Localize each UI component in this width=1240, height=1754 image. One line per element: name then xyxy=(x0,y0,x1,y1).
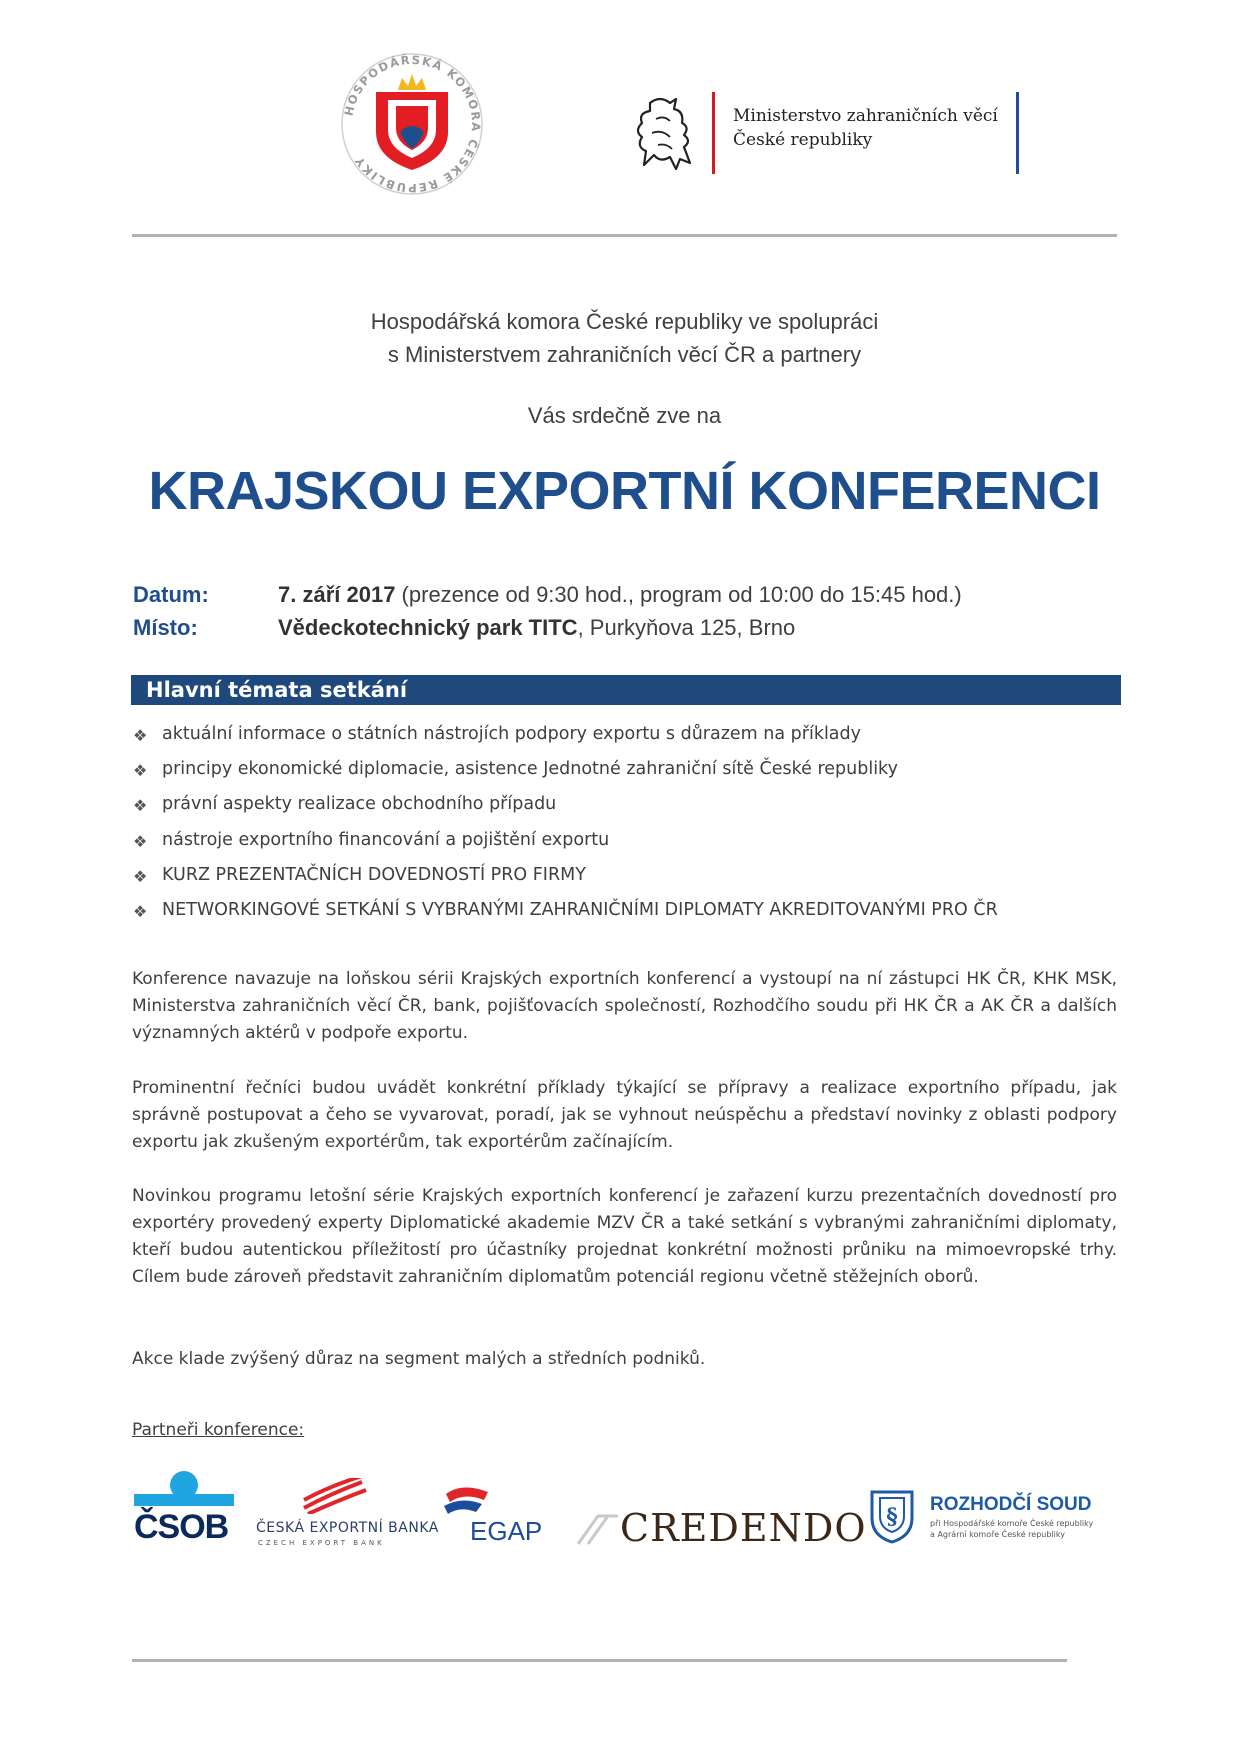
csob-logo xyxy=(132,1470,237,1560)
czech-lion-emblem xyxy=(630,93,700,173)
place-rest: , Purkyňova 125, Brno xyxy=(577,615,796,640)
intro-line-2: s Ministerstvem zahraničních věcí ČR a partnery xyxy=(387,342,862,367)
ceb-logo xyxy=(256,1470,439,1560)
rozhodci-soud-logo xyxy=(868,1470,1108,1560)
headline: KRAJSKOU EXPORTNÍ KONFERENCI xyxy=(148,461,1101,521)
topic-item: ❖ právní aspekty realizace obchodního případu xyxy=(133,792,1123,827)
bottom-divider xyxy=(132,1659,1067,1662)
ceb-subtitle: CZECH EXPORT BANK xyxy=(258,1539,385,1547)
mzv-name xyxy=(733,104,998,152)
csob-wordmark: ČSOB xyxy=(134,1508,229,1546)
diamond-bullet-icon: ❖ xyxy=(133,726,148,745)
credendo-logo xyxy=(574,1470,867,1560)
credendo-wordmark: CREDENDO xyxy=(620,1506,867,1550)
place-value xyxy=(278,615,795,641)
paragraph-3: Novinkou programu letošní série Krajských exportních konferencí je zařazení kurzu prezentačních dovedností pro exportéry provedený experty Diplomatické akademie MZV ČR a také setkání s vybranými zahraničními diplomaty, kteří budou autentickou příležitostí pro účastníky projednat konkrétní možnosti průniku na mimoevropské trhy. Cílem bude zároveň představit zahraničním diplomatům potenciál regionu včetně stěžejních oborů. xyxy=(132,1186,1117,1287)
diamond-bullet-icon: ❖ xyxy=(133,796,148,816)
ceb-wordmark: ČESKÁ EXPORTNÍ BANKA xyxy=(256,1520,439,1536)
place-label: Místo: xyxy=(133,615,198,640)
svg-text:§: § xyxy=(886,1504,898,1530)
place-bold: Vědeckotechnický park TITC xyxy=(278,615,578,640)
mzv-blue-divider xyxy=(1016,92,1019,174)
mzv-line-1: Ministerstvo zahraničních věcí xyxy=(733,106,998,126)
egap-wordmark: EGAP xyxy=(470,1516,543,1546)
topic-item: ❖ nástroje exportního financování a pojištění exportu xyxy=(133,828,1123,863)
date-rest: (prezence od 9:30 hod., program od 10:00 do 15:45 hod.) xyxy=(395,582,962,607)
hk-logo xyxy=(338,50,486,198)
topic-item: ❖ NETWORKINGOVÉ SETKÁNÍ S VYBRANÝMI ZAHRANIČNÍMI DIPLOMATY AKREDITOVANÝMI PRO ČR xyxy=(133,898,1123,933)
diamond-bullet-icon: ❖ xyxy=(133,901,148,921)
diamond-bullet-icon: ❖ xyxy=(133,866,148,886)
topic-item: ❖ aktuální informace o státních nástrojích podpory exportu s důrazem na příklady xyxy=(133,722,1123,757)
mzv-line-2: České republiky xyxy=(733,130,873,150)
hk-ring-text: HOSPODÁŘSKÁ KOMORA ČESKÉ REPUBLIKY xyxy=(341,52,484,196)
diamond-bullet-icon: ❖ xyxy=(133,761,148,781)
invite-text: Vás srdečně zve na xyxy=(527,403,722,428)
rozhodci-soud-subtitle-1: při Hospodářské komoře České republiky xyxy=(930,1519,1094,1528)
topic-item: ❖ principy ekonomické diplomacie, asistence Jednotné zahraniční sítě České republiky xyxy=(133,757,1123,792)
partners-label: Partneři konference: xyxy=(132,1420,305,1440)
paragraph-2: Prominentní řečníci budou uvádět konkrétní příklady týkající se přípravy a realizace exportního případu, jak správně postupovat a čeho se vyvarovat, poradí, jak se vyhnout neúspěchu a představí novinky z oblasti podpory exportu jak zkušeným exportérům, tak exportérům začínajícím. xyxy=(132,1078,1117,1152)
mzv-red-divider xyxy=(712,92,715,174)
date-bold: 7. září 2017 xyxy=(278,582,396,607)
egap-logo xyxy=(440,1470,545,1560)
top-divider xyxy=(132,234,1117,237)
topics-list xyxy=(133,722,1123,933)
intro-line-1: Hospodářská komora České republiky ve spolupráci xyxy=(370,309,879,334)
topic-item: ❖ KURZ PREZENTAČNÍCH DOVEDNOSTÍ PRO FIRMY xyxy=(133,863,1123,898)
paragraph-1: Konference navazuje na loňskou sérii Krajských exportních konferencí a vystoupí na ní zástupci HK ČR, KHK MSK, Ministerstva zahraničních věcí ČR, bank, pojišťovacích společností, Rozhodčího soudu při HK ČR a AK ČR a dalších významných aktérů v podpoře exportu. xyxy=(132,969,1117,1043)
diamond-bullet-icon: ❖ xyxy=(133,831,148,851)
rozhodci-soud-title: ROZHODČÍ SOUD xyxy=(930,1494,1092,1515)
date-label: Datum: xyxy=(133,582,209,607)
section-title: Hlavní témata setkání xyxy=(146,678,408,702)
rozhodci-soud-subtitle-2: a Agrární komoře České republiky xyxy=(930,1530,1065,1539)
paragraph-4: Akce klade zvýšený důraz na segment malých a středních podniků. xyxy=(132,1349,706,1369)
date-value xyxy=(278,582,962,608)
section-bar xyxy=(131,675,1121,705)
